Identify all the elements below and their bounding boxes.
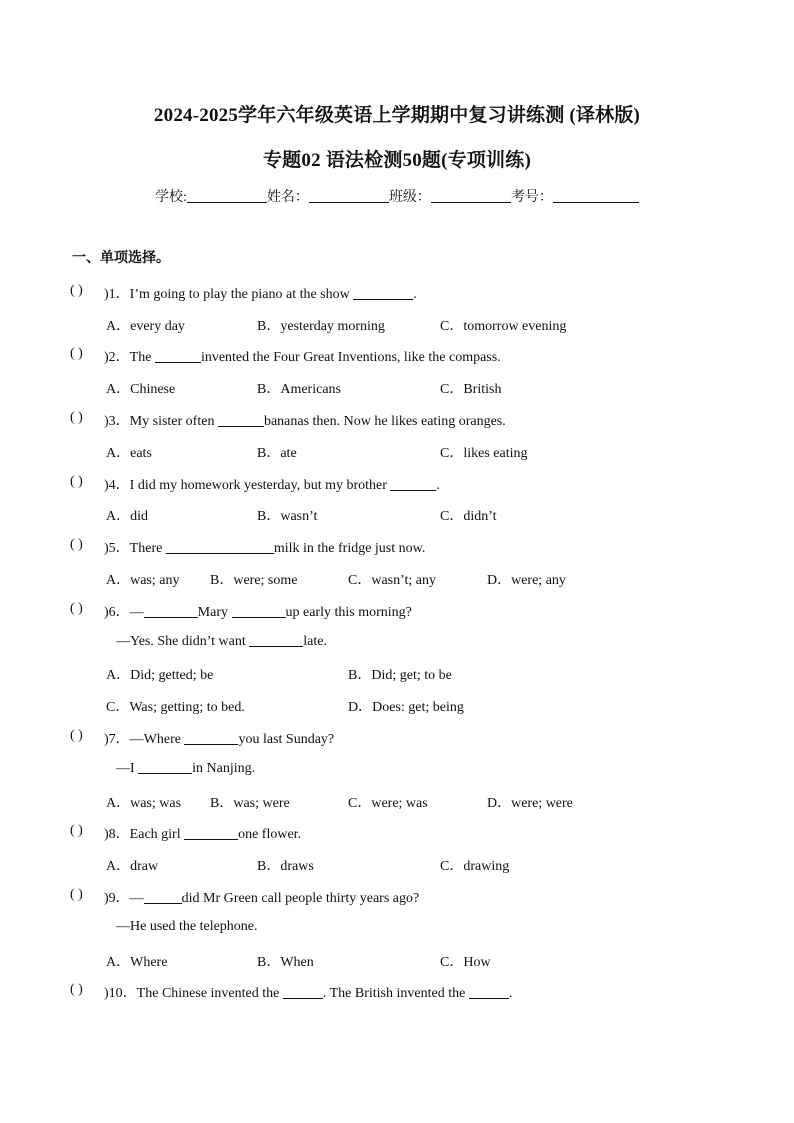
- option-b[interactable]: B．When: [257, 955, 314, 970]
- answer-blank[interactable]: ( ): [70, 346, 83, 361]
- document-title: 2024-2025学年六年级英语上学期期中复习讲练测 (译林版): [153, 105, 641, 126]
- fill-blank[interactable]: [184, 826, 238, 840]
- question-text: . The British invented the: [322, 986, 466, 1001]
- fill-blank[interactable]: [166, 540, 274, 554]
- question-number: )8．: [104, 827, 130, 842]
- question-text: —Yes. She didn’t want: [116, 634, 246, 649]
- option-c[interactable]: C．British: [440, 382, 502, 397]
- question-text: milk in the fridge just now.: [273, 541, 426, 556]
- question-5: [104, 537, 425, 557]
- exam-number-field[interactable]: [553, 188, 639, 203]
- answer-blank[interactable]: ( ): [70, 283, 83, 298]
- option-b[interactable]: B．Did; get; to be: [348, 668, 452, 683]
- question-text: did Mr Green call people thirty years ago?: [181, 891, 420, 906]
- question-text: in Nanjing.: [192, 761, 256, 776]
- option-a[interactable]: A．did: [106, 509, 148, 524]
- answer-blank[interactable]: ( ): [70, 887, 83, 902]
- question-2: [104, 346, 501, 366]
- answer-blank[interactable]: ( ): [70, 410, 83, 425]
- question-9: [104, 887, 419, 907]
- answer-blank[interactable]: ( ): [70, 823, 83, 838]
- fill-blank[interactable]: [469, 985, 509, 999]
- option-c[interactable]: C．wasn’t; any: [348, 573, 437, 588]
- option-c[interactable]: C．were; was: [348, 796, 428, 811]
- question-number: )1．: [104, 287, 130, 302]
- answer-blank[interactable]: ( ): [70, 537, 83, 552]
- question-10: [104, 982, 512, 1002]
- option-d[interactable]: D．were; any: [487, 573, 566, 588]
- question-number: )7．: [104, 732, 130, 747]
- school-label: 学校:: [155, 190, 187, 205]
- question-text: bananas then. Now he likes eating oranges.: [263, 414, 506, 429]
- option-a[interactable]: A．Chinese: [106, 382, 176, 397]
- question-text: My sister often: [129, 414, 215, 429]
- option-c[interactable]: C．likes eating: [440, 446, 528, 461]
- student-info-row: [0, 186, 794, 206]
- question-number: )2．: [104, 350, 130, 365]
- question-text: .: [413, 287, 417, 302]
- question-number: )5．: [104, 541, 130, 556]
- question-text: I did my homework yesterday, but my brother: [129, 478, 387, 493]
- question-8: [104, 823, 301, 843]
- name-label: 姓名：: [266, 190, 309, 205]
- option-c[interactable]: C．didn’t: [440, 509, 497, 524]
- option-d[interactable]: D．Does: get; being: [348, 700, 464, 715]
- question-number: )3．: [104, 414, 130, 429]
- question-text: Each girl: [129, 827, 181, 842]
- option-b[interactable]: B．ate: [257, 446, 297, 461]
- question-text: you last Sunday?: [238, 732, 335, 747]
- answer-blank[interactable]: ( ): [70, 601, 83, 616]
- fill-blank[interactable]: [155, 349, 201, 363]
- answer-blank[interactable]: ( ): [70, 982, 83, 997]
- question-text: The Chinese invented the: [136, 986, 280, 1001]
- question-6-reply: [116, 633, 327, 650]
- fill-blank[interactable]: [249, 633, 303, 647]
- question-text: I’m going to play the piano at the show: [129, 287, 350, 302]
- question-text: invented the Four Great Inventions, like the compass.: [200, 350, 501, 365]
- answer-blank[interactable]: ( ): [70, 474, 83, 489]
- section-title: 一、单项选择。: [72, 251, 170, 266]
- question-text: The: [129, 350, 152, 365]
- option-a[interactable]: A．Where: [106, 955, 168, 970]
- fill-blank[interactable]: [138, 760, 192, 774]
- option-a[interactable]: A．was; was: [106, 796, 182, 811]
- fill-blank[interactable]: [184, 731, 238, 745]
- option-b[interactable]: B．was; were: [210, 796, 290, 811]
- question-text: .: [436, 478, 440, 493]
- question-number: )10．: [104, 986, 137, 1001]
- fill-blank[interactable]: [144, 604, 198, 618]
- option-b[interactable]: B．were; some: [210, 573, 298, 588]
- document-subtitle: 专题02 语法检测50题(专项训练): [262, 150, 531, 171]
- option-a[interactable]: A．draw: [106, 859, 159, 874]
- question-text: up early this morning?: [285, 605, 412, 620]
- option-c[interactable]: C．How: [440, 955, 491, 970]
- question-text: —: [129, 605, 144, 620]
- fill-blank[interactable]: [390, 477, 436, 491]
- option-c[interactable]: C．drawing: [440, 859, 510, 874]
- school-field[interactable]: [187, 188, 267, 203]
- fill-blank[interactable]: [283, 985, 323, 999]
- option-d[interactable]: D．were; were: [487, 796, 573, 811]
- question-3: [104, 410, 506, 430]
- question-6: [104, 601, 412, 621]
- fill-blank[interactable]: [353, 286, 413, 300]
- option-a[interactable]: A．was; any: [106, 573, 180, 588]
- question-4: [104, 474, 440, 494]
- option-b[interactable]: B．yesterday morning: [257, 319, 385, 334]
- class-label: 班级：: [388, 190, 431, 205]
- question-7: [104, 728, 334, 748]
- fill-blank[interactable]: [218, 413, 264, 427]
- question-1: [104, 283, 417, 303]
- question-7-reply: [116, 760, 255, 777]
- question-number: )9．: [104, 891, 130, 906]
- option-b[interactable]: B．draws: [257, 859, 314, 874]
- fill-blank[interactable]: [232, 604, 286, 618]
- option-a[interactable]: A．eats: [106, 446, 152, 461]
- question-text: Mary: [197, 605, 228, 620]
- question-text: —: [129, 891, 144, 906]
- question-9-reply: —He used the telephone.: [116, 919, 258, 934]
- question-text: late.: [303, 634, 327, 649]
- question-text: .: [508, 986, 513, 1001]
- name-field[interactable]: [309, 188, 389, 203]
- answer-blank[interactable]: ( ): [70, 728, 83, 743]
- option-b[interactable]: B．wasn’t: [257, 509, 318, 524]
- fill-blank[interactable]: [144, 890, 182, 904]
- question-number: )4．: [104, 478, 130, 493]
- question-number: )6．: [104, 605, 130, 620]
- question-text: There: [129, 541, 163, 556]
- question-text: —I: [116, 761, 135, 776]
- option-b[interactable]: B．Americans: [257, 382, 341, 397]
- class-field[interactable]: [431, 188, 511, 203]
- exam-number-label: 考号：: [510, 190, 553, 205]
- option-c[interactable]: C．Was; getting; to bed.: [106, 700, 245, 715]
- question-text: —Where: [129, 732, 181, 747]
- option-c[interactable]: C．tomorrow evening: [440, 319, 567, 334]
- option-a[interactable]: A．every day: [106, 319, 185, 334]
- question-text: one flower.: [238, 827, 302, 842]
- option-a[interactable]: A．Did; getted; be: [106, 668, 214, 683]
